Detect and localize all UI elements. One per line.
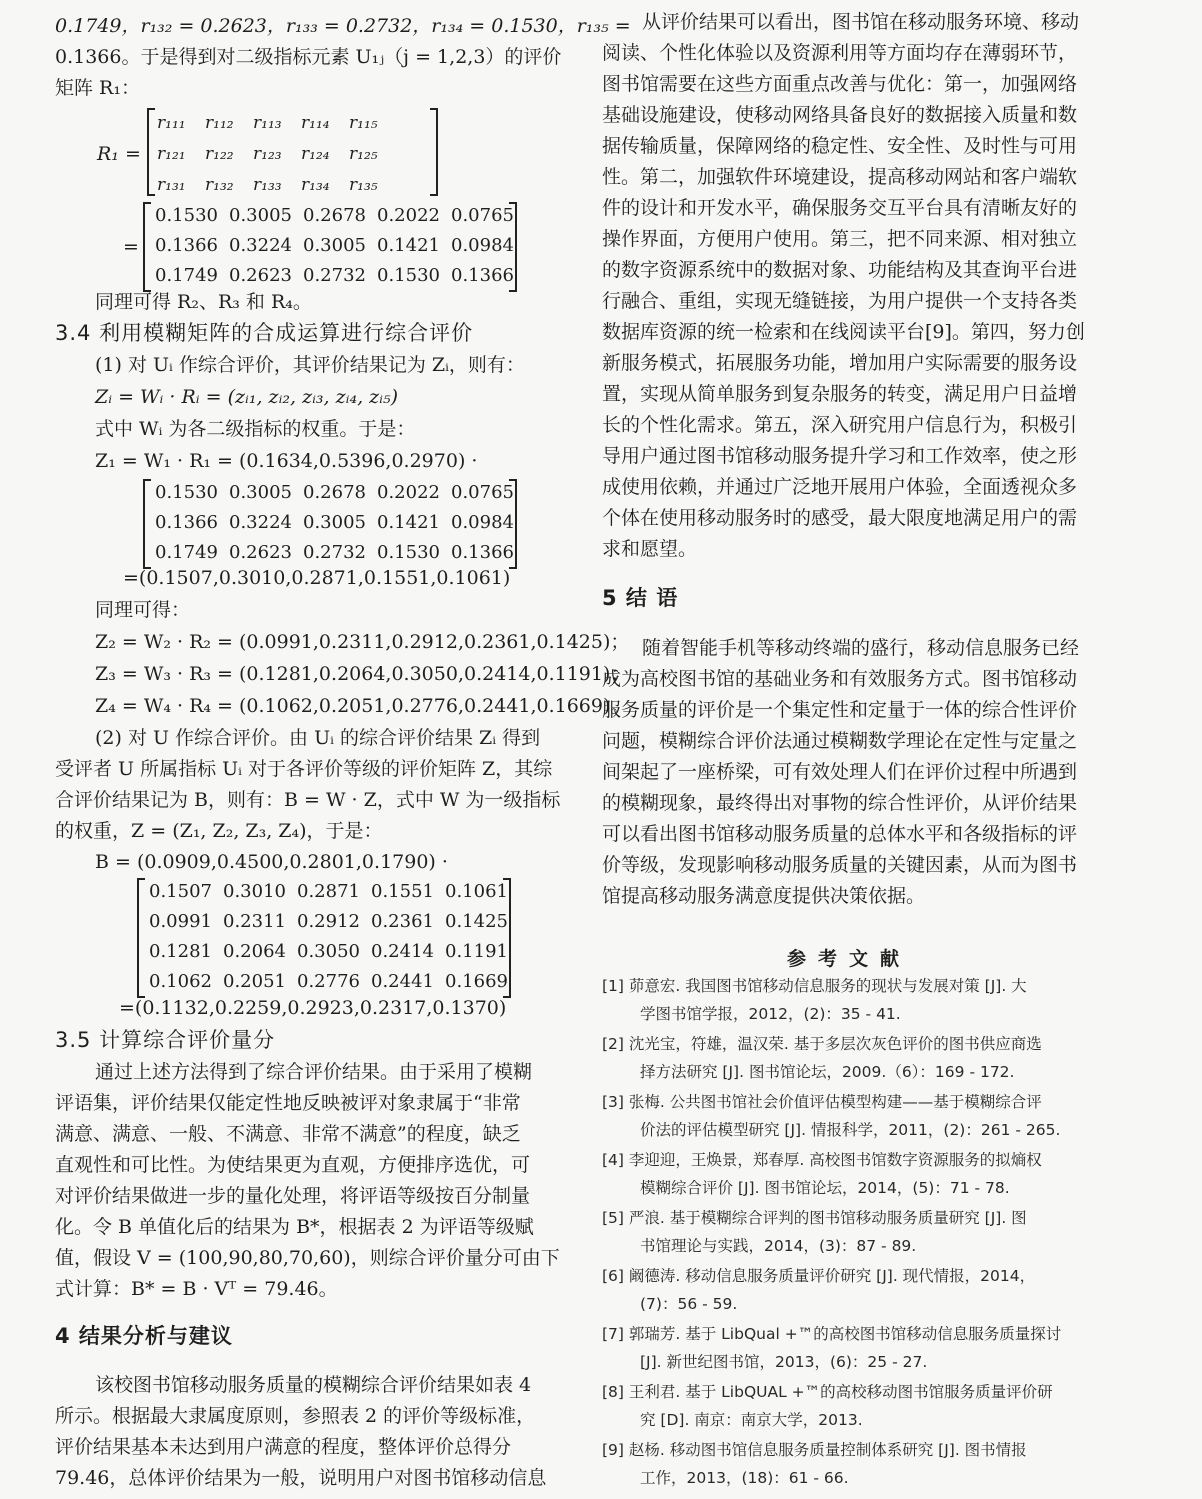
text-line: 对评价结果做进一步的量化处理，将评语等级按百分制量: [55, 1185, 531, 1207]
r1-symbol-matrix: [147, 108, 447, 196]
text-line: 操作界面，方便用户使用。第三，把不同来源、相对独立: [602, 228, 1078, 250]
formula-z3: Z₃ = W₃ · R₃ = (0.1281,0.2064,0.3050,0.2414,0.1191)；: [95, 663, 630, 685]
text-line: 合评价结果记为 B，则有：B = W · Z，式中 W 为一级指标: [55, 789, 561, 811]
text-line: 79.46，总体评价结果为一般，说明用户对图书馆移动信息: [55, 1467, 547, 1489]
matrix-row: r₁₂₁ r₁₂₂ r₁₂₃ r₁₂₄ r₁₂₅: [157, 144, 378, 164]
reference-item: [4] 李迎迎，王焕景，郑春厚. 高校图书馆数字资源服务的拟熵权: [602, 1151, 1042, 1169]
text-line: 导用户通过图书馆移动服务提升学习和工作效率，使之形: [602, 445, 1078, 467]
formula-zi: Zᵢ = Wᵢ · Rᵢ = (zᵢ₁, zᵢ₂, zᵢ₃, zᵢ₄, zᵢ₅): [95, 386, 399, 408]
text-line: (2) 对 U 作综合评价。由 Uᵢ 的综合评价结果 Zᵢ 得到: [95, 727, 541, 749]
reference-item-cont: 择方法研究 [J]. 图书馆论坛，2009.（6）：169 - 172.: [640, 1063, 1015, 1081]
text-line: 评语集，评价结果仅能定性地反映被评对象隶属于“非常: [55, 1092, 521, 1114]
reference-item-cont: (7)：56 - 59.: [640, 1295, 738, 1313]
reference-item: [1] 茆意宏. 我国图书馆移动信息服务的现状与发展对策 [J]. 大: [602, 977, 1027, 995]
text-line: 式中 Wᵢ 为各二级指标的权重。于是：: [95, 418, 416, 440]
z1-matrix: [143, 479, 523, 567]
text-line: 矩阵 R₁：: [55, 77, 140, 99]
text-line: 行融合、重组，实现无缝链接，为用户提供一个支持各类: [602, 290, 1078, 312]
reference-item-cont: 学图书馆学报，2012，(2)：35 - 41.: [640, 1005, 901, 1023]
matrix-row: r₁₁₁ r₁₁₂ r₁₁₃ r₁₁₄ r₁₁₅: [157, 113, 378, 133]
text-line: 受评者 U 所属指标 Uᵢ 对于各评价等级的评价矩阵 Z，其综: [55, 758, 553, 780]
text-line: 成使用依赖，并通过广泛地开展用户体验，全面透视众多: [602, 476, 1078, 498]
section-title-4: 4 结果分析与建议: [55, 1324, 233, 1348]
text-line: 0.1366。于是得到对二级指标元素 U₁ⱼ（j = 1,2,3）的评价: [55, 46, 562, 68]
b-matrix: [137, 878, 517, 996]
text-line: 新服务模式，拓展服务功能，增加用户实际需要的服务设: [602, 352, 1078, 374]
text-line: 成为高校图书馆的基础业务和有效服务方式。图书馆移动: [602, 668, 1078, 690]
references-title: 参考文献: [787, 948, 912, 970]
text-line: 所示。根据最大隶属度原则，参照表 2 的评价等级标准，: [55, 1405, 536, 1427]
text-line: 满意、满意、一般、不满意、非常不满意”的程度，缺乏: [55, 1123, 521, 1145]
reference-item: [2] 沈光宝，符雄，温汉荣. 基于多层次灰色评价的图书供应商选: [602, 1035, 1042, 1053]
matrix-row: 0.1749 0.2623 0.2732 0.1530 0.1366: [155, 265, 514, 286]
text-line: 该校图书馆移动服务质量的模糊综合评价结果如表 4: [95, 1374, 532, 1396]
text-line: 个体在使用移动服务时的感受，最大限度地满足用户的需: [602, 507, 1078, 529]
text-line: 件的设计和开发水平，确保服务交互平台具有清晰友好的: [602, 197, 1078, 219]
text-line: 0.1749，r₁₃₂ = 0.2623，r₁₃₃ = 0.2732，r₁₃₄ = 0.1530，r₁₃₅ =: [55, 15, 631, 37]
reference-item-cont: [J]. 新世纪图书馆，2013，(6)：25 - 27.: [640, 1353, 928, 1371]
r1-label: R₁ =: [97, 143, 141, 165]
text-line: (1) 对 Uᵢ 作综合评价，其评价结果记为 Zᵢ，则有：: [95, 354, 525, 376]
section-title-3-4: 3.4 利用模糊矩阵的合成运算进行综合评价: [55, 321, 474, 345]
z1-result: =(0.1507,0.3010,0.2871,0.1551,0.1061): [123, 567, 511, 589]
formula-z2: Z₂ = W₂ · R₂ = (0.0991,0.2311,0.2912,0.2361,0.1425)；: [95, 631, 630, 653]
text-line: 价等级，发现影响移动服务质量的关键因素，从而为图书: [602, 854, 1078, 876]
text-line: 评价结果基本未达到用户满意的程度，整体评价总得分: [55, 1436, 512, 1458]
r1-value-matrix: [143, 202, 523, 290]
text-line: 的数字资源系统中的数据对象、功能结构及其查询平台进: [602, 259, 1078, 281]
text-line: 的权重，Z = (Z₁, Z₂, Z₃, Z₄)，于是：: [55, 820, 383, 842]
formula-b: B = (0.0909,0.4500,0.2801,0.1790) ·: [95, 851, 448, 873]
text-line: 通过上述方法得到了综合评价结果。由于采用了模糊: [95, 1061, 533, 1083]
matrix-row: 0.1366 0.3224 0.3005 0.1421 0.0984: [155, 235, 514, 256]
reference-item: [6] 阚德涛. 移动信息服务质量评价研究 [J]. 现代情报，2014，: [602, 1267, 1036, 1285]
formula-z4: Z₄ = W₄ · R₄ = (0.1062,0.2051,0.2776,0.2441,0.1669)。: [95, 695, 630, 717]
text-line: 置，实现从简单服务到复杂服务的转变，满足用户日益增: [602, 383, 1078, 405]
reference-item-cont: 模糊综合评价 [J]. 图书馆论坛，2014，(5)：71 - 78.: [640, 1179, 1010, 1197]
text-line: 馆提高移动服务满意度提供决策依据。: [602, 885, 926, 907]
text-line: 化。令 B 单值化后的结果为 B*，根据表 2 为评语等级赋: [55, 1216, 534, 1238]
text-line: 式计算：B* = B · Vᵀ = 79.46。: [55, 1278, 338, 1300]
text-line: 从评价结果可以看出，图书馆在移动服务环境、移动: [642, 11, 1080, 33]
text-line: 同理可得：: [95, 599, 191, 621]
matrix-row: 0.1530 0.3005 0.2678 0.2022 0.0765: [155, 482, 514, 503]
reference-item: [3] 张梅. 公共图书馆社会价值评估模型构建——基于模糊综合评: [602, 1093, 1042, 1111]
section-title-3-5: 3.5 计算综合评价量分: [55, 1028, 276, 1052]
text-line: 服务质量的评价是一个集定性和定量于一体的综合性评价: [602, 699, 1078, 721]
text-line: 求和愿望。: [602, 538, 698, 560]
b-result: =(0.1132,0.2259,0.2923,0.2317,0.1370): [119, 997, 507, 1019]
section-title-5: 5 结 语: [602, 586, 679, 610]
text-line: 图书馆需要在这些方面重点改善与优化：第一，加强网络: [602, 73, 1078, 95]
matrix-row: 0.1281 0.2064 0.3050 0.2414 0.1191: [149, 941, 508, 962]
text-line: 问题，模糊综合评价法通过模糊数学理论在定性与定量之: [602, 730, 1078, 752]
text-line: 长的个性化需求。第五，深入研究用户信息行为，积极引: [602, 414, 1078, 436]
matrix-row: 0.1366 0.3224 0.3005 0.1421 0.0984: [155, 512, 514, 533]
reference-item-cont: 工作，2013，(18)：61 - 66.: [640, 1469, 849, 1487]
matrix-row: 0.0991 0.2311 0.2912 0.2361 0.1425: [149, 911, 508, 932]
matrix-row: 0.1062 0.2051 0.2776 0.2441 0.1669: [149, 971, 508, 992]
text-line: 直观性和可比性。为使结果更为直观，方便排序选优，可: [55, 1154, 531, 1176]
matrix-row: r₁₃₁ r₁₃₂ r₁₃₃ r₁₃₄ r₁₃₅: [157, 175, 378, 195]
reference-item: [8] 王利君. 基于 LibQUAL +™的高校移动图书馆服务质量评价研: [602, 1383, 1053, 1401]
text-line: 性。第二，加强软件环境建设，提高移动网站和客户端软: [602, 166, 1078, 188]
equals-sign: =: [123, 236, 139, 258]
text-line: 间架起了一座桥梁，可有效处理人们在评价过程中所遇到: [602, 761, 1078, 783]
formula-z1: Z₁ = W₁ · R₁ = (0.1634,0.5396,0.2970) ·: [95, 450, 478, 472]
text-line: 基础设施建设，使移动网络具备良好的数据接入质量和数: [602, 104, 1078, 126]
reference-item-cont: 价法的评估模型研究 [J]. 情报科学，2011，(2)：261 - 265.: [640, 1121, 1061, 1139]
reference-item: [5] 严浪. 基于模糊综合评判的图书馆移动服务质量研究 [J]. 图: [602, 1209, 1027, 1227]
reference-item-cont: 书馆理论与实践，2014，(3)：87 - 89.: [640, 1237, 917, 1255]
matrix-row: 0.1530 0.3005 0.2678 0.2022 0.0765: [155, 205, 514, 226]
text-line: 阅读、个性化体验以及资源利用等方面均存在薄弱环节，: [602, 42, 1078, 64]
text-line: 数据库资源的统一检索和在线阅读平台[9]。第四，努力创: [602, 321, 1085, 343]
matrix-row: 0.1507 0.3010 0.2871 0.1551 0.1061: [149, 881, 508, 902]
text-line: 可以看出图书馆移动服务质量的总体水平和各级指标的评: [602, 823, 1078, 845]
matrix-row: 0.1749 0.2623 0.2732 0.1530 0.1366: [155, 542, 514, 563]
reference-item: [9] 赵杨. 移动图书馆信息服务质量控制体系研究 [J]. 图书情报: [602, 1441, 1027, 1459]
text-line: 值，假设 V = (100,90,80,70,60)，则综合评价量分可由下: [55, 1247, 560, 1269]
text-line: 同理可得 R₂、R₃ 和 R₄。: [95, 291, 312, 313]
text-line: 随着智能手机等移动终端的盛行，移动信息服务已经: [642, 637, 1080, 659]
text-line: 据传输质量，保障网络的稳定性、安全性、及时性与可用: [602, 135, 1078, 157]
reference-item-cont: 究 [D]. 南京：南京大学，2013.: [640, 1411, 863, 1429]
reference-item: [7] 郭瑞芳. 基于 LibQual +™的高校图书馆移动信息服务质量探讨: [602, 1325, 1062, 1343]
text-line: 的模糊现象，最终得出对事物的综合性评价，从评价结果: [602, 792, 1078, 814]
